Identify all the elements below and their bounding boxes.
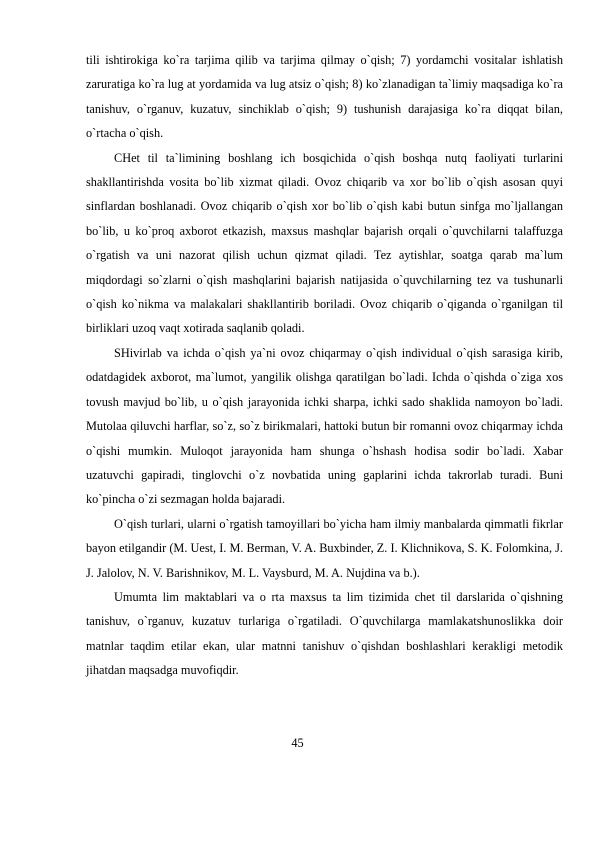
paragraph-scientific-sources: O`qish turlari, ularni o`rgatish tamoyillari bo`yicha ham ilmiy manbalarda qimmatli fikrlar bayon etilgandir (M. Uest, I. M. Berman, V. A. Buxbinder, Z. I. Klichnikova, S. K. Folomkina, J. J. Jalolov, N. V. Barishnikov, M. L. Vaysburd, M. A. Nujdina va b.). [86,516,563,580]
paragraph-school-practice: Umumta lim maktablari va o rta maxsus ta lim tizimida chet til darslarida o`qishning tanishuv, o`rganuv, kuzatuv turlariga o`rgatiladi. O`quvchilarga mamlakatshunoslikka doir matnlar taqdim etilar ekan, ular matnni tanishuv o`qishdan boshlashlari kerakligi metodik jihatdan maqsadga muvofiqdir. [86,589,563,678]
paragraph-reading-types-continuation: tili ishtirokiga ko`ra tarjima qilib va tarjima qilmay o`qish; 7) yordamchi vositalar ishlatish zaruratiga ko`ra lug at yordamida va lug atsiz o`qish; 8) ko`zlanadigan ta`limiy maqsadiga ko`ra tanishuv, o`rganuv, kuzatuv, sinchiklab o`qish; 9) tushunish darajasiga ko`ra diqqat bilan, o`rtacha o`qish. [86,53,563,141]
document-body [86,48,563,683]
paragraph-silent-reading: SHivirlab va ichda o`qish ya`ni ovoz chiqarmay o`qish individual o`qish sarasiga kirib, odatdagidek axborot, ma`lumot, yangilik olishga qaratilgan bo`ladi. Ichda o`qishda o`ziga xos tovush mavjud bo`lib, u o`qish jarayonida ichki sharpa, ichki sado shaklida namoyon bo`ladi. Mutolaa qiluvchi harflar, so`z, so`z birikmalari, hattoki butun bir romanni ovoz chiqarmay ichda o`qishi mumkin. Muloqot jarayonida ham shunga o`hshash hodisa sodir bo`ladi. Xabar uzatuvchi gapiradi, tinglovchi o`z novbatida uning gaplarini ichda takrorlab turadi. Buni ko`pincha o`zi sezmagan holda bajaradi. [86,345,563,507]
paragraph-initial-stage-reading: CHet til ta`limining boshlang ich bosqichida o`qish boshqa nutq faoliyati turlarini shakllantirishda vosita bo`lib xizmat qiladi. Ovoz chiqarib va xor bo`lib o`qish asosan quyi sinflardan boshlanadi. Ovoz chiqarib o`qish xor bo`lib o`qish kabi butun sinfga mo`ljallangan bo`lib, u ko`proq axborot etkazish, maxsus mashqlar bajarish orqali o`quvchilarni talaffuzga o`rgatish va uni nazorat qilish uchun qizmat qiladi. Tez aytishlar, soatga qarab ma`lum miqdordagi so`zlarni o`qish mashqlarini bajarish natijasida o`quvchilarning tez va tushunarli o`qish ko`nikma va malakalari shakllantirib boriladi. Ovoz chiqarib o`qiganda o`rganilgan til birliklari uzoq vaqt xotirada saqlanib qoladi. [86,150,563,336]
page-number: 45 [291,736,304,750]
